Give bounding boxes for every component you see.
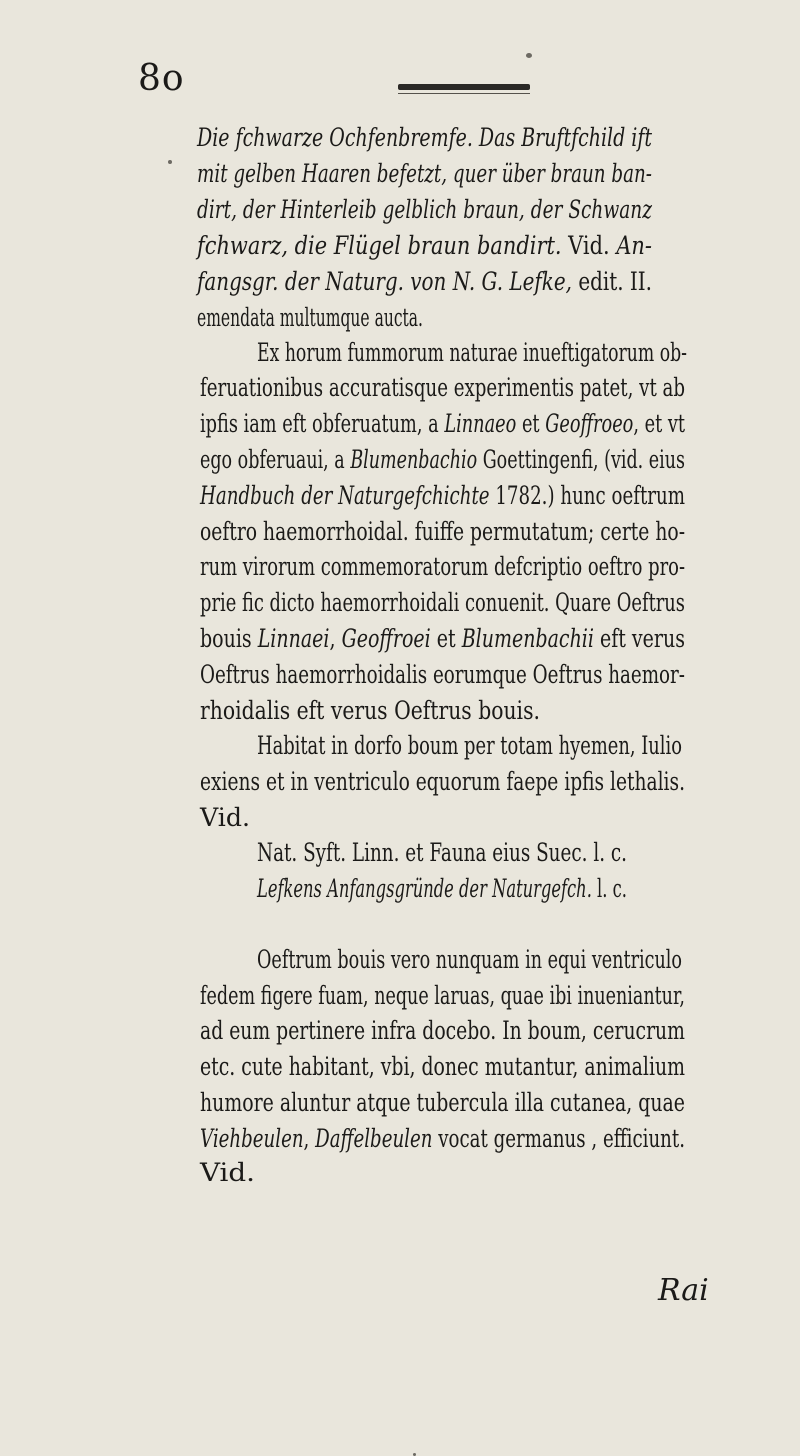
text-run: prie fic dicto haemorrhoidali conuenit. Quare Oeftrus (200, 588, 685, 617)
text-run: oeftro haemorrhoidal. fuiffe permutatum; certe ho- (200, 517, 686, 546)
text-run: Vid. (200, 803, 250, 832)
italic-text: mit gelben Haaren befetzt, quer über braun ban- (197, 159, 652, 188)
header-rule-thin (398, 93, 530, 94)
text-line (200, 373, 685, 403)
page-speck (168, 160, 172, 164)
text-run: rum virorum commemoratorum defcriptio oeftro pro- (200, 552, 685, 581)
text-run: bouis (200, 624, 258, 653)
italic-text: Blumenbachii (461, 624, 594, 653)
text-run: exiens et in ventriculo equorum faepe ipfis lethalis. (200, 767, 686, 796)
text-line (200, 1016, 685, 1046)
text-line (197, 123, 652, 153)
header-rule (398, 84, 530, 90)
text-line (200, 409, 685, 439)
text-run: etc. cute habitant, vbi, donec mutantur, animalium (200, 1052, 685, 1081)
text-run: ipfis iam eft obferuatum, a (200, 409, 445, 438)
text-line (200, 1124, 685, 1154)
italic-text: Viehbeulen (200, 1124, 304, 1153)
text-run: , (303, 1124, 316, 1153)
text-line (200, 445, 685, 475)
text-run: 1782.) hunc oeftrum (489, 481, 685, 510)
text-run: , et vt (633, 409, 686, 438)
italic-text: dirt, der Hinterleib gelblich braun, der Schwanz (197, 195, 653, 224)
text-run: rhoidalis eft verus Oeftrus bouis. (200, 696, 540, 725)
italic-text: Geoffroei (341, 624, 431, 653)
text-line (200, 1052, 685, 1082)
italic-text: Lefkens Anfangsgründe der Naturgefch. (257, 874, 592, 903)
text-line (197, 303, 423, 333)
text-line (257, 874, 627, 904)
text-line (197, 267, 652, 297)
text-line (257, 731, 682, 761)
text-line (200, 517, 685, 547)
text-line (200, 803, 250, 833)
text-line (200, 767, 685, 797)
italic-text: Daffelbeulen (315, 1124, 433, 1153)
text-run: ego obferuaui, a (200, 445, 351, 474)
italic-text: An- (616, 231, 652, 260)
text-line (200, 624, 685, 654)
italic-text: Blumenbachio (350, 445, 478, 474)
text-line (197, 159, 652, 189)
text-line (257, 838, 627, 868)
text-line (200, 1158, 255, 1188)
text-run: Habitat in dorfo boum per totam hyemen, Iulio (257, 731, 682, 760)
text-run: et (516, 409, 546, 438)
page-number: 8o (138, 58, 185, 99)
italic-text: Handbuch der Naturgefchichte (200, 481, 490, 510)
text-run: edit. II. (572, 267, 653, 296)
text-run: Oeftrum bouis vero nunquam in equi ventriculo (257, 945, 682, 974)
text-run: vocat germanus , efficiunt. (432, 1124, 685, 1153)
text-line (197, 231, 652, 261)
italic-text: Linnaeo (444, 409, 517, 438)
text-run: Vid. (200, 1158, 255, 1187)
italic-text: fangsgr. der Naturg. von N. G. Lefke, (197, 267, 573, 296)
text-run: fedem figere fuam, neque laruas, quae ibi inueniantur, (200, 981, 685, 1010)
text-line (197, 195, 652, 225)
text-line (200, 552, 685, 582)
text-run: feruationibus accuratisque experimentis patet, vt ab (200, 373, 686, 402)
text-run: et (430, 624, 462, 653)
text-run: eft verus (593, 624, 685, 653)
text-line (257, 945, 682, 975)
text-run: humore aluntur atque tubercula illa cutanea, quae (200, 1088, 685, 1117)
text-line (200, 1088, 685, 1118)
text-run: Oeftrus haemorrhoidalis eorumque Oeftrus haemor- (200, 660, 685, 689)
text-line (200, 481, 685, 511)
italic-text: fchwarz, die Flügel braun bandirt. (197, 231, 562, 260)
italic-text: Linnaei (257, 624, 330, 653)
text-line (257, 338, 687, 368)
text-line (200, 588, 685, 618)
text-line (200, 981, 685, 1011)
page-speck (526, 53, 532, 58)
text-run: Goettingenfi, (vid. eius (477, 445, 686, 474)
text-run: Ex horum fummorum naturae inueftigatorum ob- (257, 338, 688, 367)
text-run: Vid. (561, 231, 617, 260)
italic-text: Die fchwarze Ochfenbremfe. Das Bruftfchild ift (197, 123, 653, 152)
catchword: Rai (658, 1273, 709, 1308)
text-line (200, 660, 685, 690)
text-run: , (329, 624, 342, 653)
text-line (200, 696, 540, 726)
italic-text: Geoffroeo (545, 409, 634, 438)
text-run: ad eum pertinere infra docebo. In boum, cerucrum (200, 1016, 685, 1045)
text-run: l. c. (591, 874, 627, 903)
text-run: Nat. Syft. Linn. et Fauna eius Suec. l. c. (257, 838, 628, 867)
text-run: emendata multumque aucta. (197, 303, 423, 332)
